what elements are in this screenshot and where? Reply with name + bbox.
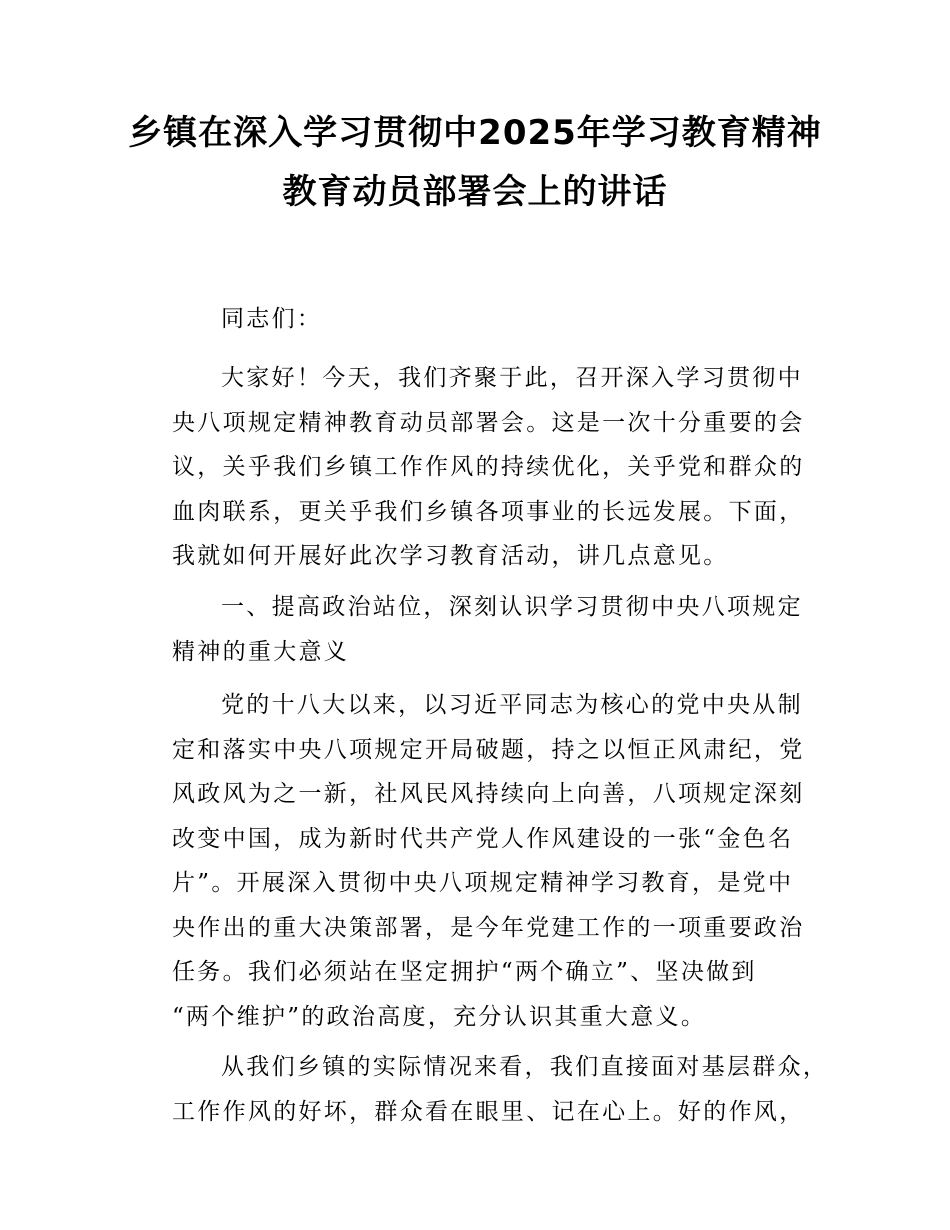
paragraph-background <box>172 683 812 1039</box>
paragraph-line: 定和落实中央八项规定开局破题，持之以恒正风肃纪，党 <box>172 736 805 763</box>
paragraph-local-situation <box>172 1045 829 1134</box>
paragraph-line: 风政风为之一新，社风民风持续向上向善，八项规定深刻 <box>172 781 805 807</box>
paragraph-line: 大家好！今天，我们齐聚于此，召开深入学习贯彻中 <box>221 365 803 391</box>
paragraph-line: 央作出的重大决策部署，是今年党建工作的一项重要政治 <box>172 914 805 941</box>
paragraph-line: “两个维护”的政治高度，充分认识其重大意义。 <box>172 1003 707 1030</box>
section-heading-1 <box>172 585 812 674</box>
section-heading-line: 一、提高政治站位，深刻认识学习贯彻中央八项规定 <box>221 594 803 620</box>
paragraph-line: 议，关乎我们乡镇工作作风的持续优化，关乎党和群众的 <box>172 454 805 480</box>
paragraph-line: 血肉联系，更关乎我们乡镇各项事业的长远发展。下面， <box>172 498 805 525</box>
document-title-line-1: 乡镇在深入学习贯彻中2025年学习教育精神 <box>128 113 822 153</box>
document-title-line-2: 教育动员部署会上的讲话 <box>282 172 668 212</box>
salutation <box>172 297 812 342</box>
salutation-text: 同志们： <box>221 306 323 332</box>
paragraph-line: 我就如何开展好此次学习教育活动，讲几点意见。 <box>172 543 729 569</box>
paragraph-line: 央八项规定精神教育动员部署会。这是一次十分重要的会 <box>172 409 805 436</box>
paragraph-line: 改变中国，成为新时代共产党人作风建设的一张“金色名 <box>172 825 794 852</box>
paragraph-line: 任务。我们必须站在坚定拥护“两个确立”、坚决做到 <box>172 959 757 985</box>
paragraph-line: 从我们乡镇的实际情况来看，我们直接面对基层群众， <box>221 1054 829 1080</box>
paragraph-line: 党的十八大以来，以习近平同志为核心的党中央从制 <box>221 692 803 718</box>
paragraph-opening <box>172 356 812 579</box>
paragraph-line: 片”。开展深入贯彻中央八项规定精神学习教育，是党中 <box>172 870 794 896</box>
paragraph-line: 工作作风的好坏，群众看在眼里、记在心上。好的作风， <box>172 1098 805 1125</box>
section-heading-line: 精神的重大意义 <box>172 638 350 665</box>
